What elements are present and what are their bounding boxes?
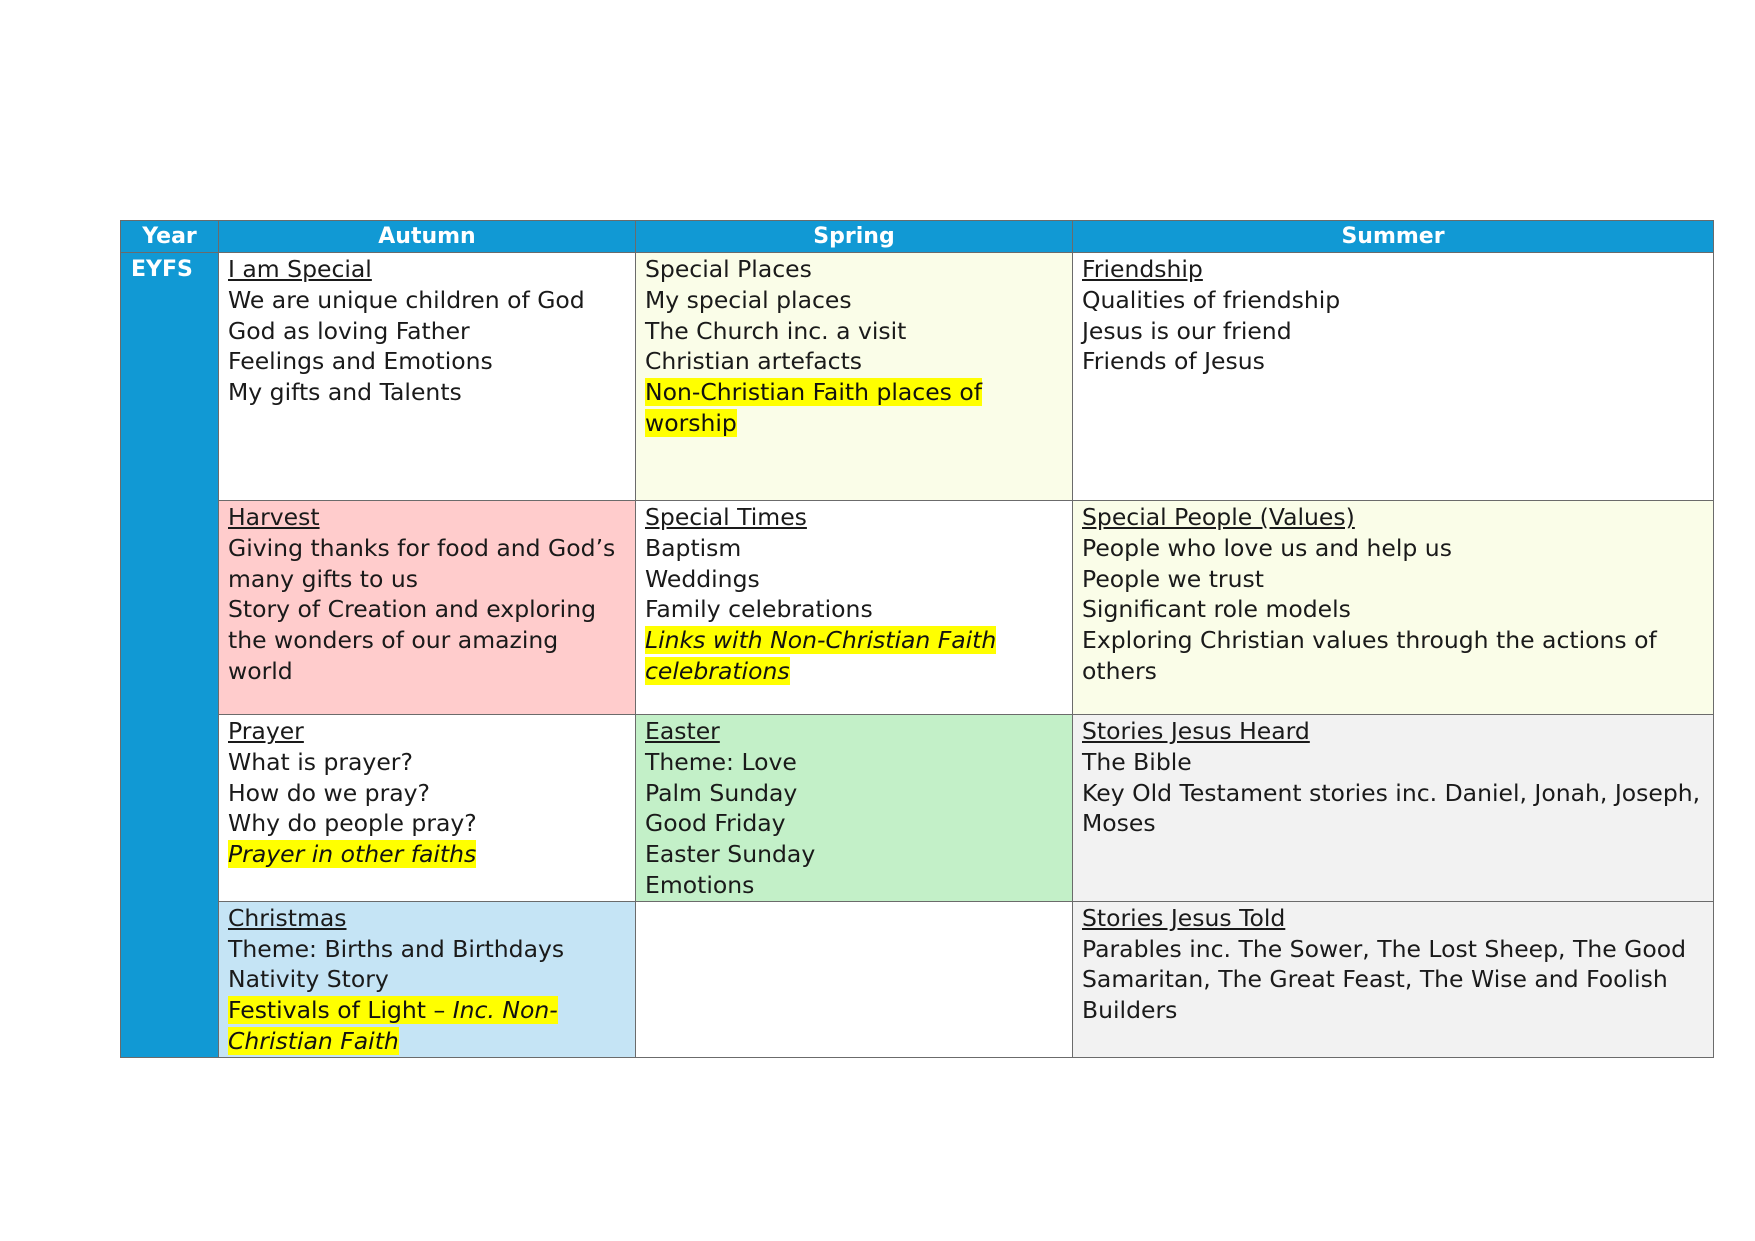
summer-cell-friendship [1073,253,1714,501]
topic-title: Special Times [645,503,807,531]
topic-line: Key Old Testament stories inc. Daniel, Jonah, Joseph, Moses [1082,778,1701,838]
topic-title: Easter [645,717,720,745]
spring-cell-easter [636,715,1073,902]
topic-line: My gifts and Talents [228,378,462,407]
autumn-cell-i-am-special [219,253,636,501]
topic-line: Nativity Story [228,965,389,994]
table-row [121,253,1714,501]
table-row [121,501,1714,715]
spring-cell-special-places [636,253,1073,501]
highlighted-line-italic: Inc. Non-Christian Faith [228,996,558,1055]
autumn-cell-harvest [219,501,636,715]
topic-line: Friends of Jesus [1082,347,1265,376]
spring-cell-empty [636,901,1073,1057]
summer-cell-stories-jesus-heard [1073,715,1714,902]
topic-line: We are unique children of God [228,285,585,314]
topic-title: Special Places [645,255,812,283]
topic-title: Harvest [228,503,320,531]
highlighted-line: Links with Non-Christian Faith celebrations [645,626,997,685]
topic-line: Significant role models [1082,595,1351,624]
topic-line: Qualities of friendship [1082,285,1341,314]
topic-title: Prayer [228,717,304,745]
autumn-header: Autumn [219,221,636,253]
table-row [121,901,1714,1057]
topic-line: Easter Sunday [645,840,816,869]
topic-line: Theme: Births and Birthdays [228,934,565,963]
topic-title: Stories Jesus Heard [1082,717,1310,745]
year-cell-eyfs: EYFS [121,253,219,1058]
summer-cell-special-people [1073,501,1714,715]
summer-header: Summer [1073,221,1714,253]
topic-line: Giving thanks for food and God’s many gifts to us [228,533,616,593]
topic-line: Theme: Love [645,747,797,776]
topic-line: God as loving Father [228,316,470,345]
highlighted-line: Non-Christian Faith places of worship [645,378,983,437]
autumn-cell-christmas [219,901,636,1057]
topic-line: My special places [645,285,852,314]
topic-title: Stories Jesus Told [1082,903,1286,932]
topic-line: How do we pray? [228,778,431,807]
topic-title: I am Special [228,255,372,283]
topic-line: Palm Sunday [645,778,798,807]
topic-line: Parables inc. The Sower, The Lost Sheep, The Good Samaritan, The Great Feast, The Wise and Foolish Builders [1082,934,1687,1025]
topic-line: Story of Creation and exploring the wonders of our amazing world [228,595,597,685]
topic-line: The Bible [1082,747,1192,776]
highlighted-line: Prayer in other faiths [228,840,477,869]
spring-header: Spring [636,221,1073,253]
header-row [121,221,1714,253]
topic-line: What is prayer? [228,747,413,776]
topic-line: Baptism [645,533,742,562]
topic-line: Feelings and Emotions [228,347,493,376]
topic-line: Good Friday [645,809,786,838]
autumn-cell-prayer [219,715,636,902]
topic-line: People we trust [1082,564,1264,593]
topic-title: Christmas [228,903,347,932]
topic-line: Weddings [645,564,760,593]
topic-title: Friendship [1082,255,1203,283]
topic-line: The Church inc. a visit [645,316,907,345]
topic-line: Exploring Christian values through the actions of others [1082,626,1657,685]
topic-line: Christian artefacts [645,347,863,376]
topic-line: Jesus is our friend [1082,316,1292,345]
spring-cell-special-times [636,501,1073,715]
table-row [121,715,1714,902]
highlighted-line: Festivals of Light – [228,996,453,1025]
curriculum-table [120,220,1714,1058]
year-header: Year [121,221,219,253]
summer-cell-stories-jesus-told [1073,901,1714,1057]
topic-line: Why do people pray? [228,809,477,838]
topic-title: Special People (Values) [1082,503,1355,531]
topic-line: Emotions [645,870,755,899]
topic-line: People who love us and help us [1082,533,1452,562]
topic-line: Family celebrations [645,595,873,624]
